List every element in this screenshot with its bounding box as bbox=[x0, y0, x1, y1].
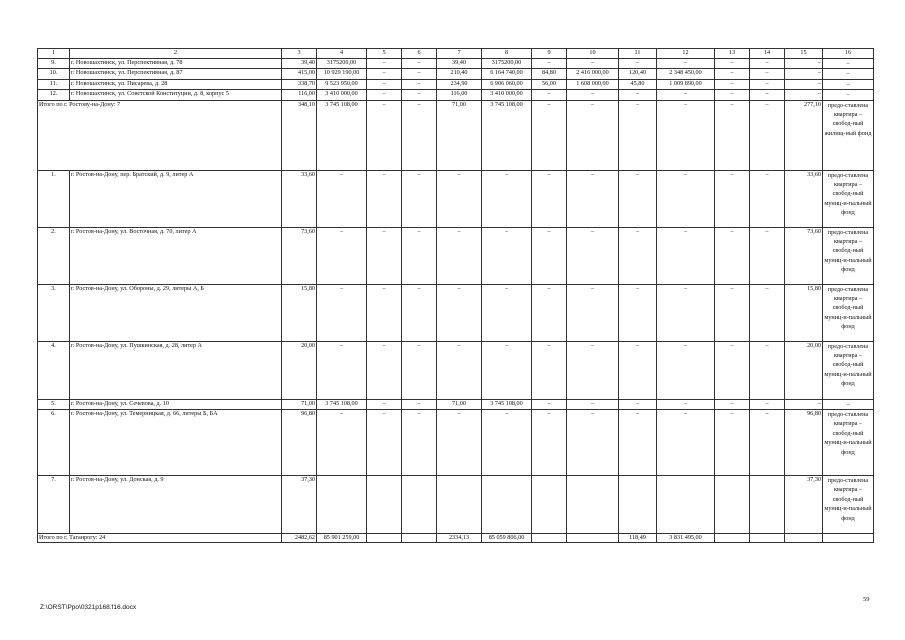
value-cell: – bbox=[402, 170, 437, 227]
value-cell bbox=[715, 476, 750, 534]
column-number: 10 bbox=[567, 49, 619, 59]
value-cell: – bbox=[317, 284, 367, 341]
total-row bbox=[38, 100, 874, 170]
value-cell: 15,80 bbox=[785, 284, 823, 341]
value-cell: – bbox=[619, 341, 657, 399]
value-cell: – bbox=[567, 341, 619, 399]
value-cell: – bbox=[402, 284, 437, 341]
value-cell: – bbox=[367, 170, 402, 227]
value-cell bbox=[367, 476, 402, 534]
value-cell: – bbox=[785, 399, 823, 409]
value-cell: – bbox=[750, 341, 785, 399]
value-cell: – bbox=[657, 170, 715, 227]
value-cell: – bbox=[750, 170, 785, 227]
address-cell: г. Ростов-на-Дону, ул. Пушкинская, д. 28, литер А bbox=[70, 341, 282, 399]
total-row bbox=[38, 534, 874, 543]
value-cell: – bbox=[367, 69, 402, 79]
value-cell: 3 745 108,00 bbox=[317, 399, 367, 409]
value-cell: – bbox=[785, 90, 823, 100]
header-row bbox=[38, 49, 874, 59]
value-cell: – bbox=[367, 90, 402, 100]
value-cell: – bbox=[785, 59, 823, 69]
value-cell: – bbox=[367, 100, 402, 170]
value-cell: – bbox=[402, 100, 437, 170]
value-cell bbox=[367, 534, 402, 543]
table-row bbox=[38, 227, 874, 284]
value-cell: 3 745 108,00 bbox=[482, 399, 532, 409]
value-cell: 1 009 890,00 bbox=[657, 79, 715, 89]
value-cell: – bbox=[367, 284, 402, 341]
value-cell bbox=[532, 476, 567, 534]
value-cell bbox=[317, 476, 367, 534]
value-cell: – bbox=[750, 227, 785, 284]
note-cell: предо-ставлена квартира – свобод-ный муниц-и-пальный фонд bbox=[823, 170, 874, 227]
value-cell: – bbox=[619, 59, 657, 69]
total-label: Итого по г. Ростову-на-Дону: 7 bbox=[38, 100, 282, 170]
note-cell: предо-ставлена квартира – свобод-ный муниц-и-пальный фонд bbox=[823, 284, 874, 341]
value-cell: 20,00 bbox=[282, 341, 317, 399]
column-number: 12 bbox=[657, 49, 715, 59]
column-number: 7 bbox=[437, 49, 482, 59]
table-row bbox=[38, 476, 874, 534]
value-cell: – bbox=[567, 399, 619, 409]
value-cell: – bbox=[657, 100, 715, 170]
value-cell: – bbox=[750, 410, 785, 476]
row-number: 6. bbox=[38, 410, 70, 476]
value-cell: 56,00 bbox=[532, 79, 567, 89]
value-cell bbox=[619, 476, 657, 534]
value-cell: 116,00 bbox=[437, 90, 482, 100]
value-cell: – bbox=[619, 227, 657, 284]
value-cell: – bbox=[750, 100, 785, 170]
value-cell: 71,00 bbox=[437, 399, 482, 409]
value-cell: – bbox=[657, 410, 715, 476]
address-cell: г. Ростов-на-Дону, ул. Восточная, д. 70, литер А bbox=[70, 227, 282, 284]
table-row bbox=[38, 69, 874, 79]
value-cell: – bbox=[657, 90, 715, 100]
column-number: 9 bbox=[532, 49, 567, 59]
value-cell: – bbox=[402, 341, 437, 399]
value-cell: – bbox=[715, 284, 750, 341]
value-cell: 120,40 bbox=[619, 69, 657, 79]
address-cell: г. Ростов-на-Дону, ул. Сечевова, д. 10 bbox=[70, 399, 282, 409]
value-cell: – bbox=[715, 341, 750, 399]
value-cell: – bbox=[715, 69, 750, 79]
value-cell: – bbox=[619, 100, 657, 170]
value-cell: – bbox=[317, 227, 367, 284]
value-cell bbox=[402, 476, 437, 534]
row-number: 10. bbox=[38, 69, 70, 79]
value-cell: – bbox=[367, 227, 402, 284]
row-number: 1. bbox=[38, 170, 70, 227]
value-cell: – bbox=[482, 170, 532, 227]
value-cell bbox=[657, 476, 715, 534]
value-cell: 37,30 bbox=[282, 476, 317, 534]
value-cell: – bbox=[402, 69, 437, 79]
value-cell: 2334,13 bbox=[437, 534, 482, 543]
value-cell: – bbox=[567, 410, 619, 476]
note-cell: – bbox=[823, 90, 874, 100]
value-cell: – bbox=[750, 79, 785, 89]
value-cell: 6 164 740,00 bbox=[482, 69, 532, 79]
value-cell: – bbox=[567, 59, 619, 69]
value-cell bbox=[567, 476, 619, 534]
address-cell: г. Новошахтинск, ул. Писарева, д. 28 bbox=[70, 79, 282, 89]
row-number: 11. bbox=[38, 79, 70, 89]
value-cell: – bbox=[402, 79, 437, 89]
table-row bbox=[38, 79, 874, 89]
value-cell: – bbox=[317, 341, 367, 399]
note-cell: предо-ставлена квартира – свобод-ный муниц-и-пальный фонд bbox=[823, 410, 874, 476]
value-cell: – bbox=[317, 410, 367, 476]
value-cell bbox=[567, 534, 619, 543]
row-number: 5. bbox=[38, 399, 70, 409]
value-cell: – bbox=[657, 59, 715, 69]
value-cell: – bbox=[619, 399, 657, 409]
value-cell: 73,60 bbox=[785, 227, 823, 284]
value-cell: 277,10 bbox=[785, 100, 823, 170]
value-cell: – bbox=[532, 59, 567, 69]
value-cell: – bbox=[619, 90, 657, 100]
value-cell: 84,80 bbox=[532, 69, 567, 79]
value-cell: – bbox=[367, 341, 402, 399]
value-cell: – bbox=[482, 410, 532, 476]
value-cell: 85 901 259,00 bbox=[317, 534, 367, 543]
value-cell: – bbox=[437, 227, 482, 284]
value-cell: – bbox=[567, 170, 619, 227]
value-cell: 116,00 bbox=[282, 90, 317, 100]
value-cell: – bbox=[437, 341, 482, 399]
value-cell: – bbox=[532, 284, 567, 341]
value-cell: – bbox=[567, 284, 619, 341]
value-cell bbox=[715, 534, 750, 543]
column-number: 1 bbox=[38, 49, 70, 59]
value-cell: – bbox=[657, 227, 715, 284]
value-cell: 37,30 bbox=[785, 476, 823, 534]
value-cell: 39,40 bbox=[437, 59, 482, 69]
value-cell: – bbox=[402, 410, 437, 476]
footer-file-path: Z:\ORST\Ppo\0321p168.f16.docx bbox=[40, 604, 137, 611]
note-cell: – bbox=[823, 69, 874, 79]
value-cell: 3 831 495,00 bbox=[657, 534, 715, 543]
value-cell: – bbox=[750, 59, 785, 69]
value-cell: – bbox=[532, 410, 567, 476]
value-cell: – bbox=[619, 410, 657, 476]
value-cell: 71,00 bbox=[437, 100, 482, 170]
value-cell: 1 608 000,00 bbox=[567, 79, 619, 89]
row-number: 2. bbox=[38, 227, 70, 284]
value-cell: – bbox=[750, 399, 785, 409]
value-cell bbox=[750, 476, 785, 534]
row-number: 3. bbox=[38, 284, 70, 341]
note-cell: предо-ставлена квартира – свобод-ный муниц-и-пальный фонд bbox=[823, 341, 874, 399]
value-cell: – bbox=[715, 79, 750, 89]
value-cell: – bbox=[437, 170, 482, 227]
value-cell: 96,80 bbox=[785, 410, 823, 476]
value-cell: – bbox=[532, 341, 567, 399]
value-cell: – bbox=[402, 90, 437, 100]
table-row bbox=[38, 90, 874, 100]
table-row bbox=[38, 399, 874, 409]
value-cell: 9 523 950,00 bbox=[317, 79, 367, 89]
value-cell: 10 929 190,00 bbox=[317, 69, 367, 79]
address-cell: г. Ростов-на-Дону, пер. Братский, д. 9, литер А bbox=[70, 170, 282, 227]
row-number: 12. bbox=[38, 90, 70, 100]
note-cell: – bbox=[823, 399, 874, 409]
value-cell: – bbox=[715, 90, 750, 100]
value-cell bbox=[785, 534, 823, 543]
value-cell: 45,80 bbox=[619, 79, 657, 89]
value-cell: – bbox=[532, 100, 567, 170]
note-cell: предо-ставлена квартира – свобод-ный муниц-и-пальный фонд bbox=[823, 227, 874, 284]
value-cell: – bbox=[750, 90, 785, 100]
value-cell bbox=[402, 534, 437, 543]
value-cell: 96,80 bbox=[282, 410, 317, 476]
value-cell: 118,49 bbox=[619, 534, 657, 543]
column-number: 4 bbox=[317, 49, 367, 59]
value-cell: – bbox=[402, 399, 437, 409]
value-cell: – bbox=[367, 79, 402, 89]
value-cell: 39,40 bbox=[282, 59, 317, 69]
value-cell: 2 416 000,00 bbox=[567, 69, 619, 79]
value-cell: – bbox=[437, 284, 482, 341]
column-number: 13 bbox=[715, 49, 750, 59]
column-number: 2 bbox=[70, 49, 282, 59]
column-number: 3 bbox=[282, 49, 317, 59]
value-cell: – bbox=[437, 410, 482, 476]
value-cell: 6 906 060,00 bbox=[482, 79, 532, 89]
value-cell bbox=[437, 476, 482, 534]
value-cell: – bbox=[715, 170, 750, 227]
value-cell: – bbox=[619, 284, 657, 341]
note-cell bbox=[823, 534, 874, 543]
value-cell: – bbox=[567, 100, 619, 170]
value-cell: 210,40 bbox=[437, 69, 482, 79]
value-cell: – bbox=[402, 59, 437, 69]
value-cell bbox=[482, 476, 532, 534]
column-number: 16 bbox=[823, 49, 874, 59]
value-cell: – bbox=[532, 90, 567, 100]
value-cell: – bbox=[785, 69, 823, 79]
table-row bbox=[38, 59, 874, 69]
value-cell: 3175200,00 bbox=[317, 59, 367, 69]
value-cell: – bbox=[715, 59, 750, 69]
table-row bbox=[38, 170, 874, 227]
value-cell: – bbox=[367, 410, 402, 476]
data-table bbox=[37, 48, 874, 543]
address-cell: г. Новошахтинск, ул. Перспективная, д. 78 bbox=[70, 59, 282, 69]
column-number: 11 bbox=[619, 49, 657, 59]
row-number: 9. bbox=[38, 59, 70, 69]
column-number: 6 bbox=[402, 49, 437, 59]
value-cell: 3 745 108,00 bbox=[482, 100, 532, 170]
value-cell: – bbox=[657, 399, 715, 409]
value-cell bbox=[750, 534, 785, 543]
column-number: 8 bbox=[482, 49, 532, 59]
column-number: 15 bbox=[785, 49, 823, 59]
value-cell: 71,00 bbox=[282, 399, 317, 409]
table-row bbox=[38, 410, 874, 476]
value-cell: – bbox=[367, 59, 402, 69]
value-cell: 3 410 000,00 bbox=[482, 90, 532, 100]
value-cell: – bbox=[532, 399, 567, 409]
total-label: Итого по г. Таганрогу: 24 bbox=[38, 534, 282, 543]
value-cell: – bbox=[482, 341, 532, 399]
address-cell: г. Ростов-на-Дону, ул. Обороны, д. 29, литеры А, Б bbox=[70, 284, 282, 341]
value-cell: – bbox=[482, 227, 532, 284]
value-cell: 348,10 bbox=[282, 100, 317, 170]
address-cell: г. Ростов-на-Дону, ул. Темерницкая, д. 66, литеры Б, БА bbox=[70, 410, 282, 476]
note-cell: – bbox=[823, 79, 874, 89]
row-number: 4. bbox=[38, 341, 70, 399]
address-cell: г. Ростов-на-Дону, ул. Донская, д. 9 bbox=[70, 476, 282, 534]
note-cell: предо-ставлена квартира – свобод-ный муниц-и-пальный фонд bbox=[823, 476, 874, 534]
value-cell: – bbox=[657, 284, 715, 341]
value-cell: 3 410 000,00 bbox=[317, 90, 367, 100]
value-cell: 85 059 806,00 bbox=[482, 534, 532, 543]
value-cell: 15,80 bbox=[282, 284, 317, 341]
value-cell: – bbox=[750, 284, 785, 341]
value-cell: 20,00 bbox=[785, 341, 823, 399]
value-cell: 2482,62 bbox=[282, 534, 317, 543]
value-cell: 3 745 108,00 bbox=[317, 100, 367, 170]
page-number: 59 bbox=[863, 596, 870, 603]
value-cell: – bbox=[317, 170, 367, 227]
value-cell: 73,60 bbox=[282, 227, 317, 284]
note-cell: – bbox=[823, 59, 874, 69]
value-cell: 338,70 bbox=[282, 79, 317, 89]
value-cell: 234,90 bbox=[437, 79, 482, 89]
value-cell bbox=[532, 534, 567, 543]
value-cell: 3175200,00 bbox=[482, 59, 532, 69]
value-cell: – bbox=[619, 170, 657, 227]
value-cell: – bbox=[567, 90, 619, 100]
value-cell: – bbox=[567, 227, 619, 284]
value-cell: – bbox=[715, 227, 750, 284]
value-cell: – bbox=[750, 69, 785, 79]
address-cell: г. Новошахтинск, ул. Перспективная, д. 87 bbox=[70, 69, 282, 79]
value-cell: – bbox=[715, 410, 750, 476]
value-cell: 2 348 450,00 bbox=[657, 69, 715, 79]
note-cell: предо-ставлена квартира – свобод-ный жилищ-ный фонд bbox=[823, 100, 874, 170]
column-number: 5 bbox=[367, 49, 402, 59]
column-number: 14 bbox=[750, 49, 785, 59]
value-cell: – bbox=[785, 79, 823, 89]
value-cell: – bbox=[367, 399, 402, 409]
table-row bbox=[38, 284, 874, 341]
value-cell: 415,00 bbox=[282, 69, 317, 79]
row-number: 7. bbox=[38, 476, 70, 534]
value-cell: – bbox=[482, 284, 532, 341]
value-cell: – bbox=[715, 399, 750, 409]
value-cell: 33,60 bbox=[785, 170, 823, 227]
value-cell: – bbox=[657, 341, 715, 399]
value-cell: – bbox=[532, 227, 567, 284]
address-cell: г. Новошахтинск, ул. Советской Конституции, д. 8, корпус 5 bbox=[70, 90, 282, 100]
table-row bbox=[38, 341, 874, 399]
value-cell: – bbox=[532, 170, 567, 227]
value-cell: – bbox=[715, 100, 750, 170]
value-cell: 33,60 bbox=[282, 170, 317, 227]
value-cell: – bbox=[402, 227, 437, 284]
